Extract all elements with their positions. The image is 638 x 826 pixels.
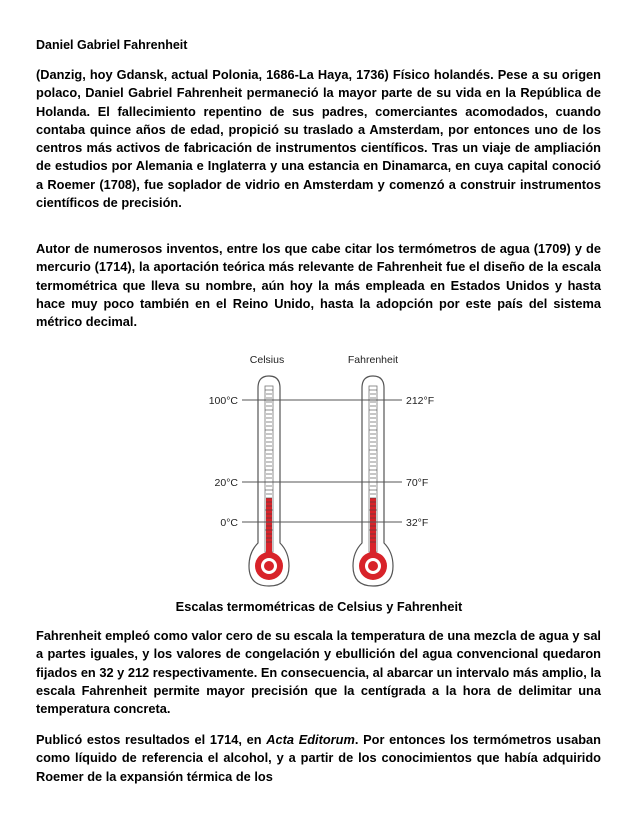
paragraph-scale: Fahrenheit empleó como valor cero de su escala la temperatura de una mezcla de agua y sal a partes iguales, y los valores de congelación y ebullición del agua convencional quedaron fijados en 32 y 212 respectivamente. En consecuencia, al abarcar un intervalo más amplio, la escala Fahrenheit permite mayor precisión que la centígrada a la hora de delimitar una temperatura concreta. xyxy=(36,628,601,717)
journal-title: Acta Editorum xyxy=(266,732,355,747)
fahrenheit-32-label: 32°F xyxy=(406,517,429,529)
fahrenheit-bulb-center xyxy=(368,561,378,571)
fahrenheit-mercury-column xyxy=(370,498,376,558)
celsius-0-label: 0°C xyxy=(220,517,238,529)
document-title: Daniel Gabriel Fahrenheit xyxy=(36,38,188,52)
celsius-bulb-center xyxy=(264,561,274,571)
fahrenheit-212-label: 212°F xyxy=(406,395,435,407)
fahrenheit-70-label: 70°F xyxy=(406,477,429,489)
fahrenheit-label: Fahrenheit xyxy=(347,354,399,366)
fahrenheit-thermometer xyxy=(353,376,393,586)
celsius-mercury-column xyxy=(266,498,272,558)
paragraph-biography: (Danzig, hoy Gdansk, actual Polonia, 1686-La Haya, 1736) Físico holandés. Pese a su origen polaco, Daniel Gabriel Fahrenheit permaneció la mayor parte de su vida en la República de Holanda. El fallecimiento repentino de sus padres, comerciantes acomodados, cuando contaba quince años de edad, propició su traslado a Amsterdam, por entonces uno de los centros más activos de fabricación de instrumentos científicos. Tras un viaje de ampliación de estudios por Alemania e Inglaterra y una estancia en Dinamarca, en cuya capital conoció a Roemer (1708), fue soplador de vidrio en Amsterdam y comenzó a construir instrumentos científicos de precisión. xyxy=(36,67,601,211)
thermometer-figure xyxy=(192,348,452,598)
figure-caption: Escalas termométricas de Celsius y Fahrenheit xyxy=(175,599,463,614)
celsius-label: Celsius xyxy=(249,354,285,366)
paragraph-publication-text-start: Publicó estos resultados el 1714, en xyxy=(36,732,267,747)
celsius-20-label: 20°C xyxy=(214,477,238,489)
paragraph-inventions: Autor de numerosos inventos, entre los que cabe citar los termómetros de agua (1709) y de mercurio (1714), la aportación teórica más relevante de Fahrenheit fue el diseño de la escala termométrica que lleva su nombre, aún hoy la más empleada en Estados Unidos y hasta hace muy poco también en el Reino Unido, hasta la adopción por este país del sistema métrico decimal. xyxy=(36,241,601,330)
celsius-thermometer xyxy=(249,376,289,586)
thermometers-illustration xyxy=(192,348,452,598)
paragraph-publication xyxy=(36,731,601,786)
paragraph-publication-text-end: . Por entonces los termómetros usaban como líquido de referencia el alcohol, y a partir de los conocimientos que había adquirido Roemer de la expansión térmica de los xyxy=(36,732,601,784)
celsius-100-label: 100°C xyxy=(208,395,238,407)
